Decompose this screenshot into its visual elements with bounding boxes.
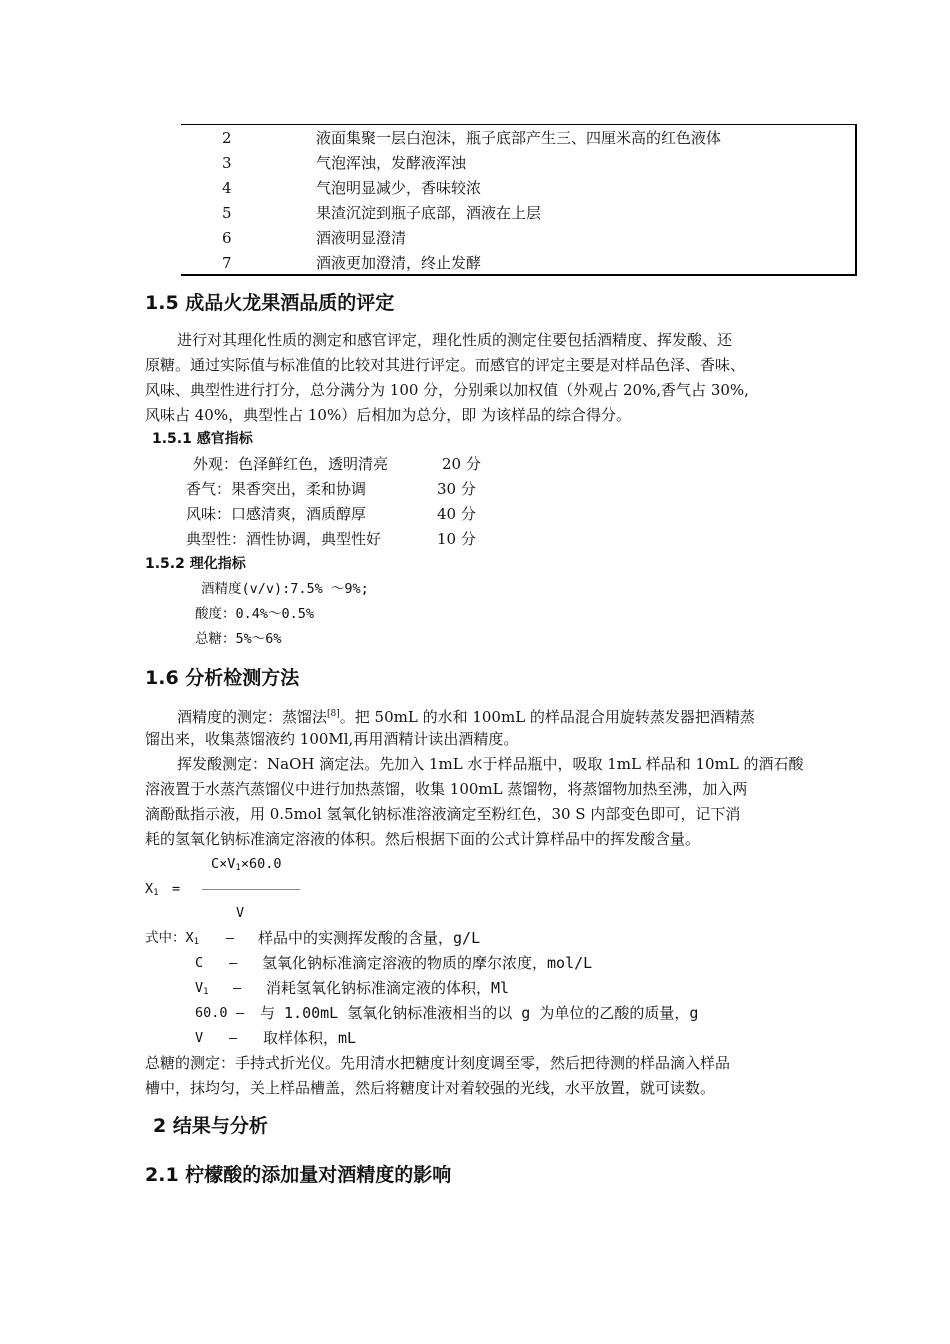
legend-symbol: C	[195, 955, 204, 971]
legend-text: 消耗氢氧化钠标准滴定液的体积，Ml	[266, 979, 510, 997]
formula-equals: =	[172, 881, 181, 897]
physchem-item: 酒精度(v/v):7.5% ～9%;	[201, 581, 369, 597]
sensory-label: 风味：口感清爽，酒质醇厚	[186, 505, 367, 523]
table-bottom-border	[181, 274, 857, 276]
subsection-heading-1-5-1: 1.5.1 感官指标	[152, 431, 253, 447]
section-heading-2-1: 2.1 柠檬酸的添加量对酒精度的影响	[145, 1164, 452, 1186]
paragraph-line: 溶液置于水蒸汽蒸馏仪中进行加热蒸馏，收集 100mL 蒸馏物，将蒸馏物加热至沸，加入两	[145, 780, 748, 798]
physchem-item: 总糖：5%～6%	[195, 631, 282, 647]
sensory-label: 外观：色泽鲜红色，透明清亮	[193, 455, 389, 473]
legend-symbol: V	[195, 1030, 204, 1046]
section-heading-1-6: 1.6 分析检测方法	[145, 667, 300, 689]
paragraph-line: 馏出来，收集蒸馏液约 100Ml,再用酒精计读出酒精度。	[145, 730, 519, 748]
sensory-score: 30 分	[437, 480, 476, 498]
alcohol-method-line	[177, 702, 755, 730]
row-description: 果渣沉淀到瓶子底部，酒液在上层	[316, 204, 542, 222]
row-number: 2	[222, 129, 232, 147]
table-right-border	[855, 124, 857, 276]
row-description: 气泡明显减少，香味较浓	[316, 179, 482, 197]
row-description: 气泡浑浊，发酵液浑浊	[316, 154, 467, 172]
subsection-heading-1-5-2: 1.5.2 理化指标	[145, 556, 246, 572]
formula-numerator: $C\times V_1\times 60.0$	[211, 856, 282, 873]
sensory-score: 20 分	[442, 455, 481, 473]
legend-dash: —	[226, 930, 235, 946]
row-description: 液面集聚一层白泡沫，瓶子底部产生三、四厘米高的红色液体	[316, 129, 722, 147]
row-number: 4	[222, 179, 232, 197]
paragraph-line: 总糖的测定：手持式折光仪。先用清水把糖度计刻度调至零，然后把待测的样品滴入样品	[145, 1054, 731, 1072]
sensory-score: 40 分	[437, 505, 476, 523]
paragraph-line: 挥发酸测定：NaOH 滴定法。先加入 1mL 水于样品瓶中，吸取 1mL 样品和 10mL 的酒石酸	[177, 755, 804, 773]
legend-text: 氢氧化钠标准滴定溶液的物质的摩尔浓度，mol/L	[262, 954, 593, 972]
legend-symbol: 60.0	[195, 1005, 228, 1021]
paragraph-line: 滴酚酞指示液，用 0.5mol 氢氧化钠标准溶液滴定至粉红色，30 S 内部变色即可，记下消	[145, 805, 741, 823]
row-number: 3	[222, 154, 232, 172]
alcohol-method-text: 酒精度的测定：蒸馏法	[177, 708, 328, 726]
row-number: 5	[222, 204, 232, 222]
paragraph-line: 进行对其理化性质的测定和感官评定，理化性质的测定住要包括酒精度、挥发酸、还	[177, 331, 733, 349]
legend-text: 样品中的实测挥发酸的含量，g/L	[258, 929, 481, 947]
legend-dash: —	[236, 1005, 245, 1021]
paragraph-line: 原糖。通过实际值与标准值的比较对其进行评定。而感官的评定主要是对样品色泽、香味、	[145, 356, 746, 374]
sensory-score: 10 分	[437, 530, 476, 548]
alcohol-method-text: 。把 50mL 的水和 100mL 的样品混合用旋转蒸发器把酒精蒸	[339, 708, 755, 726]
legend-text: 取样体积，mL	[263, 1029, 357, 1047]
legend-dash: —	[233, 980, 242, 996]
legend-symbol: 式中：$X_1$	[145, 930, 200, 947]
paragraph-line: 槽中，抹均匀，关上样品槽盖，然后将糖度计对着较强的光线，水平放置，就可读数。	[145, 1079, 716, 1097]
legend-dash: —	[229, 955, 238, 971]
section-heading-1-5: 1.5 成品火龙果酒品质的评定	[145, 292, 395, 314]
row-description: 酒液更加澄清，终止发酵	[316, 254, 482, 272]
row-number: 7	[222, 254, 232, 272]
paragraph-line: 风味、典型性进行打分，总分满分为 100 分，分别乘以加权值（外观占 20%,香气占 30%,	[145, 381, 749, 399]
section-heading-2: 2 结果与分析	[153, 1115, 268, 1137]
sensory-label: 香气：果香突出，柔和协调	[186, 480, 367, 498]
paragraph-line: 耗的氢氧化钠标准滴定溶液的体积。然后根据下面的公式计算样品中的挥发酸含量。	[145, 830, 701, 848]
table-top-border	[181, 124, 857, 125]
row-description: 酒液明显澄清	[316, 229, 407, 247]
legend-dash: —	[229, 1030, 238, 1046]
row-number: 6	[222, 229, 232, 247]
legend-symbol: $V_1$	[195, 980, 209, 997]
fraction-bar	[202, 889, 300, 890]
formula-lhs: $X_1$	[145, 881, 159, 898]
physchem-item: 酸度：0.4%～0.5%	[195, 606, 315, 622]
sensory-label: 典型性：酒性协调，典型性好	[186, 530, 382, 548]
legend-text: 与 1.00mL 氢氧化钠标准液相当的以 g 为单位的乙酸的质量，g	[260, 1004, 699, 1022]
paragraph-line: 风味占 40%，典型性占 10%）后相加为总分，即 为该样品的综合得分。	[145, 406, 631, 424]
citation-ref: [8]	[327, 709, 340, 719]
formula-denominator: V	[236, 905, 245, 921]
